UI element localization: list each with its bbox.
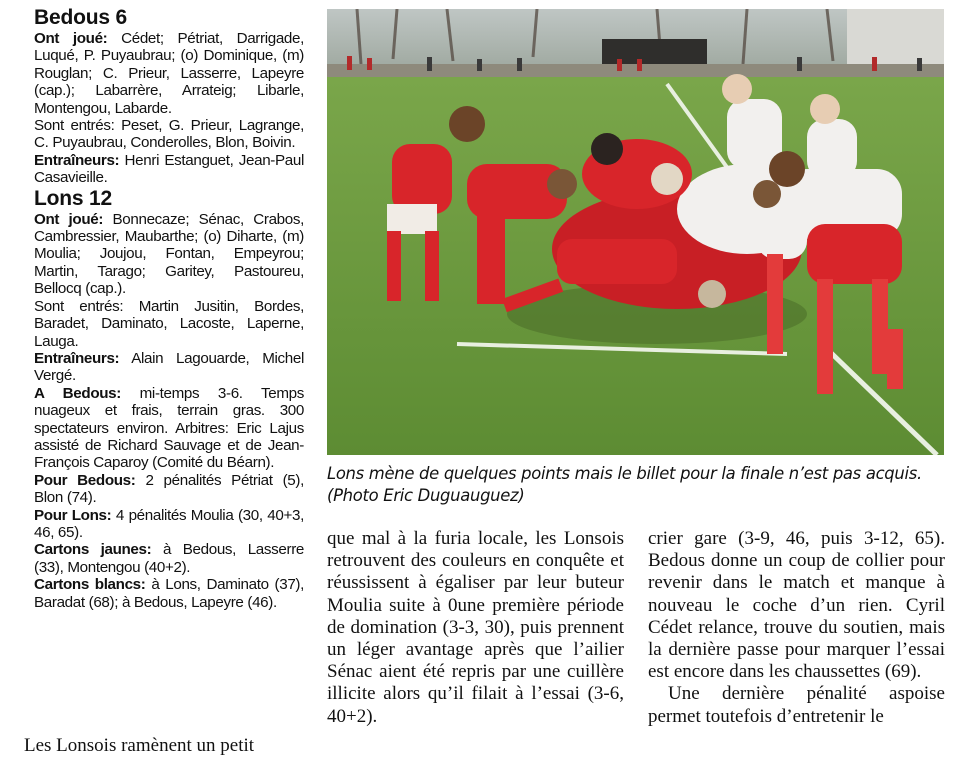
rugby-match-photo xyxy=(327,9,944,455)
article-column-left-start: Les Lonsois ramènent un petit xyxy=(24,735,255,756)
yellow-cards: Cartons jaunes: à Bedous, Lasserre (33), Montengou (40+2). xyxy=(34,541,304,576)
lons-scoring: Pour Lons: 4 pénalités Moulia (30, 40+3, 46, 65). xyxy=(34,506,304,541)
article-paragraph: Une dernière pénalité aspoise permet toutefois d’entretenir le xyxy=(648,683,945,727)
match-sheet xyxy=(34,6,304,611)
lons-coaches: Entraîneurs: Alain Lagouarde, Michel Vergé. xyxy=(34,349,304,385)
bedous-scoring: Pour Bedous: 2 pénalités Pétriat (5), Blon (74). xyxy=(34,471,304,507)
white-cards: Cartons blancs: à Lons, Daminato (37), Baradat (68); à Bedous, Lapeyre (46). xyxy=(34,576,304,611)
team-heading-lons: Lons 12 xyxy=(34,186,112,210)
lons-substitutes: Sont entrés: Martin Jusitin, Bordes, Baradet, Daminato, Lacoste, Laperne, Lauga. xyxy=(34,297,304,350)
team-heading-bedous: Bedous 6 xyxy=(34,6,127,29)
article-column-middle xyxy=(327,528,624,728)
match-conditions: A Bedous: mi-temps 3-6. Temps nuageux et frais, terrain gras. 300 spectateurs environ. Arbitres: Eric Lajus assisté de Richard Sauvage et de Jean-François Caparoy (Comité du Béarn). xyxy=(34,384,304,472)
article-column-right xyxy=(648,528,945,728)
photo-illustration xyxy=(327,9,944,455)
lons-players: Ont joué: Bonnecaze; Sénac, Crabos, Cambressier, Maubarthe; (o) Diharte, (m) Moulia; Joujou, Fontan, Empeyrou; Martin, Tarago; Garitey, Pastoureu, Bellocq (cap.). xyxy=(34,210,304,298)
bedous-players: Ont joué: Cédet; Pétriat, Darrigade, Luqué, P. Puyaubrau; (o) Dominique, (m) Rouglan; C. Prieur, Lasserre, Lapeyre (cap.); Labarrère, Arrateig; Libarle, Montengou, Labarde. xyxy=(34,30,304,117)
photo-caption: Lons mène de quelques points mais le billet pour la finale n’est pas acquis. (Photo Eric Duguauguez) xyxy=(327,464,922,505)
bedous-coaches: Entraîneurs: Henri Estanguet, Jean-Paul Casavieille. xyxy=(34,151,304,187)
article-paragraph: crier gare (3-9, 46, puis 3-12, 65). Bedous donne un coup de collier pour revenir dans le match et manque à nouveau le coche d’un rien. Cyril Cédet relance, trouve du soutien, mais la dernière passe pour marquer l’essai est encore dans les chaussettes (69). xyxy=(648,528,945,683)
bedous-substitutes: Sont entrés: Peset, G. Prieur, Lagrange, C. Puyaubrau, Conderolles, Blon, Boivin. xyxy=(34,117,304,152)
article-paragraph: que mal à la furia locale, les Lonsois retrouvent des couleurs en conquête et réussissent à égaliser par leur buteur Moulia suite à 0une première période de domination (3-3, 30), puis prennent un léger avantage après que l’ailier Sénac aient été repris par une cuillère illicite alors qu’il filait à l’essai (3-6, 40+2). xyxy=(327,528,624,727)
